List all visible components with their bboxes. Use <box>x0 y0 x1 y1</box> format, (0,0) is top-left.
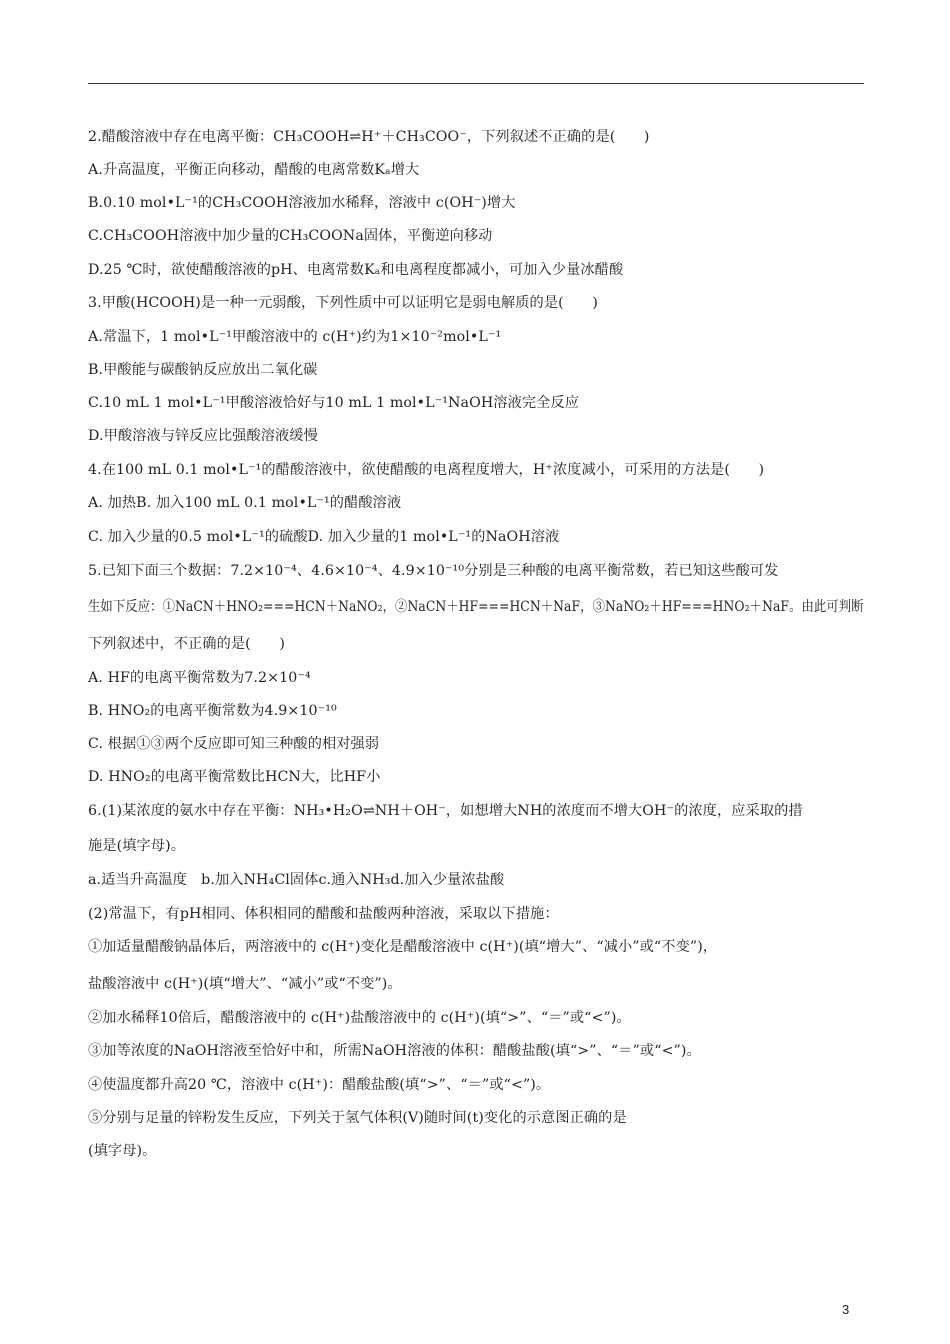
question-5-option-d: D. HNO₂的电离平衡常数比HCN大，比HF小 <box>88 769 381 785</box>
question-4-options-ab: A. 加热B. 加入100 mL 0.1 mol•L⁻¹的醋酸溶液 <box>88 495 402 511</box>
question-6-part2-stem: (2)常温下，有pH相同、体积相同的醋酸和盐酸两种溶液，采取以下措施： <box>88 906 559 922</box>
question-2-option-c: C.CH₃COOH溶液中加少量的CH₃COONa固体，平衡逆向移动 <box>88 228 493 244</box>
question-6-part1-line1: 6.(1)某浓度的氨水中存在平衡：NH₃•H₂O⇌NH＋OH⁻，如想增大NH的浓度而不增大OH⁻的浓度，应采取的措 <box>88 803 803 819</box>
question-6-item4: ④使温度都升高20 ℃，溶液中 c(H⁺)：醋酸盐酸(填“>”、“＝”或“<”)。 <box>88 1077 551 1093</box>
header-rule <box>88 83 864 84</box>
question-2-option-b: B.0.10 mol•L⁻¹的CH₃COOH溶液加水稀释，溶液中 c(OH⁻)增大 <box>88 195 516 211</box>
question-5-stem-line1: 5.已知下面三个数据：7.2×10⁻⁴、4.6×10⁻⁴、4.9×10⁻¹⁰分别是三种酸的电离平衡常数，若已知这些酸可发 <box>88 563 779 579</box>
question-6-item3: ③加等浓度的NaOH溶液至恰好中和，所需NaOH溶液的体积：醋酸盐酸(填“>”、“＝”或“<”)。 <box>88 1043 701 1059</box>
question-6-item1-line2: 盐酸溶液中 c(H⁺)(填“增大”、“减小”或“不变”)。 <box>88 976 402 992</box>
question-5-option-a: A. HF的电离平衡常数为7.2×10⁻⁴ <box>88 670 311 686</box>
question-2-option-a: A.升高温度，平衡正向移动，醋酸的电离常数Kₐ增大 <box>88 162 420 178</box>
question-5-option-c: C. 根据①③两个反应即可知三种酸的相对强弱 <box>88 736 380 752</box>
question-5-option-b: B. HNO₂的电离平衡常数为4.9×10⁻¹⁰ <box>88 703 337 719</box>
question-5-stem-line3: 下列叙述中，不正确的是( ) <box>88 636 286 652</box>
question-6-item2: ②加水稀释10倍后，醋酸溶液中的 c(H⁺)盐酸溶液中的 c(H⁺)(填“>”、“＝”或“<”)。 <box>88 1010 631 1026</box>
question-3-option-a: A.常温下，1 mol•L⁻¹甲酸溶液中的 c(H⁺)约为1×10⁻²mol•L⁻¹ <box>88 329 502 345</box>
page-number: 3 <box>842 1302 850 1317</box>
question-4-options-cd: C. 加入少量的0.5 mol•L⁻¹的硫酸D. 加入少量的1 mol•L⁻¹的NaOH溶液 <box>88 529 560 545</box>
question-6-item5-line1: ⑤分别与足量的锌粉发生反应，下列关于氢气体积(V)随时间(t)变化的示意图正确的是 <box>88 1110 627 1126</box>
question-2-stem: 2.醋酸溶液中存在电离平衡：CH₃COOH⇌H⁺＋CH₃COO⁻，下列叙述不正确的是( ) <box>88 129 650 145</box>
question-3-stem: 3.甲酸(HCOOH)是一种一元弱酸，下列性质中可以证明它是弱电解质的是( ) <box>88 295 598 311</box>
question-2-option-d: D.25 ℃时，欲使醋酸溶液的pH、电离常数Kₐ和电离程度都减小，可加入少量冰醋酸 <box>88 262 624 278</box>
question-3-option-c: C.10 mL 1 mol•L⁻¹甲酸溶液恰好与10 mL 1 mol•L⁻¹NaOH溶液完全反应 <box>88 395 580 411</box>
question-5-stem-line2: 生如下反应：①NaCN＋HNO₂===HCN＋NaNO₂，②NaCN＋HF===HCN＋NaF，③NaNO₂＋HF===HNO₂＋NaF。由此可判断 <box>88 599 864 615</box>
question-6-part1-options: a.适当升高温度 b.加入NH₄Cl固体c.通入NH₃d.加入少量浓盐酸 <box>88 872 505 888</box>
question-4-stem: 4.在100 mL 0.1 mol•L⁻¹的醋酸溶液中，欲使醋酸的电离程度增大，H⁺浓度减小，可采用的方法是( ) <box>88 462 765 478</box>
question-3-option-d: D.甲酸溶液与锌反应比强酸溶液缓慢 <box>88 428 318 444</box>
question-6-item5-line2: (填字母)。 <box>88 1143 157 1159</box>
question-6-item1-line1: ①加适量醋酸钠晶体后，两溶液中的 c(H⁺)变化是醋酸溶液中 c(H⁺)(填“增大”、“减小”或“不变”)， <box>88 939 718 955</box>
question-6-part1-line2: 施是(填字母)。 <box>88 838 185 854</box>
question-3-option-b: B.甲酸能与碳酸钠反应放出二氧化碳 <box>88 362 318 378</box>
